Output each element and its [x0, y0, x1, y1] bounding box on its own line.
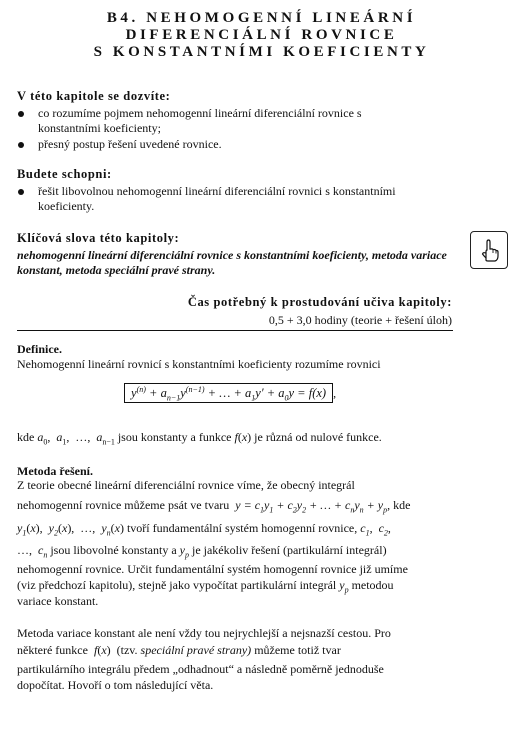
method-line-3: $y_1(x)$, $y_2(x)$, …, $y_n(x)$ tvoří fundamentální systém homogenní rovnice, $c_1$, $c_2$, [17, 521, 391, 538]
divider [17, 330, 453, 331]
chapter-title-line-3: S KONSTANTNÍMI KOEFICIENTY [93, 44, 430, 60]
hand-pointer-icon [470, 231, 508, 269]
method-p2-line-2: některé funkce f(x) (tzv. speciální pravé strany) můžeme totiž tvar [17, 643, 341, 657]
method-line-7: variace konstant. [17, 594, 99, 608]
method-line-2: nehomogenní rovnice můžeme psát ve tvaru $y = c_1y_1 + c_2y_2$ + … + $c_ny_n + y_p$, kde [17, 498, 411, 515]
method-p2-line-3: partikulárního integrálu předem „odhadnout“ a následně poměrně jednoduše [17, 662, 384, 676]
method-heading: Metoda řešení. [17, 464, 93, 478]
learn-heading: V této kapitole se dozvíte: [17, 89, 171, 103]
method-line-6: (viz předchozí kapitolu), stejně jako vypočítat partikulární integrál $y_p$ metodou [17, 578, 394, 595]
definition-text: Nehomogenní lineární rovnicí s konstantními koeficienty rozumíme rovnici [17, 357, 381, 371]
method-p2-line-1: Metoda variace konstant ale není vždy tou nejrychlejší a nejsnazší cestou. Pro [17, 626, 391, 640]
method-p2-line-4: dopočítat. Hovoří o tom následující věta. [17, 678, 214, 692]
equation-row: $y^{(n)} + a_{n-1}y^{(n-1)}$ + … + $a_1y' + a_0y = f(x)$ , [124, 384, 336, 403]
method-line-1: Z teorie obecné lineární diferenciální rovnice víme, že obecný integrál [17, 478, 355, 492]
definition-after: kde $a_0$, $a_1$, …, $a_{n-1}$ jsou konstanty a funkce f(x) je různá od nulové funkce. [17, 430, 382, 447]
chapter-title-line-2: DIFERENCIÁLNÍ ROVNICE [125, 27, 398, 43]
bullet-icon [18, 189, 24, 195]
bullet-icon [18, 142, 24, 148]
chapter-title-line-1: B4. NEHOMOGENNÍ LINEÁRNÍ [106, 10, 417, 26]
keywords-heading: Klíčová slova této kapitoly: [17, 231, 180, 245]
time-heading: Čas potřebný k prostudování učiva kapitoly: [187, 295, 452, 309]
able-item-1: řešit libovolnou nehomogenní lineární diferenciální rovnici s konstantními koeficienty. [38, 184, 396, 213]
equation-box: $y^{(n)} + a_{n-1}y^{(n-1)}$ + … + $a_1y' + a_0y = f(x)$ [124, 383, 333, 403]
keywords-text: nehomogenní lineární diferenciální rovnice s konstantními koeficienty, metoda variace konstant, metoda speciální pravé strany. [17, 248, 447, 277]
definition-heading: Definice. [17, 342, 62, 356]
time-value: 0,5 + 3,0 hodiny (teorie + řešení úloh) [268, 313, 452, 327]
method-line-5: nehomogenní rovnice. Určit fundamentální systém homogenní rovnice již umíme [17, 562, 408, 576]
method-line-4: …, $c_n$ jsou libovolné konstanty a $y_p$ je jakékoliv řešení (partikulární integrál) [17, 543, 387, 560]
bullet-icon [18, 111, 24, 117]
learn-item-1: co rozumíme pojmem nehomogenní lineární diferenciální rovnice s konstantními koeficienty; [38, 106, 362, 135]
able-heading: Budete schopni: [17, 167, 112, 181]
learn-item-2: přesný postup řešení uvedené rovnice. [38, 137, 222, 151]
